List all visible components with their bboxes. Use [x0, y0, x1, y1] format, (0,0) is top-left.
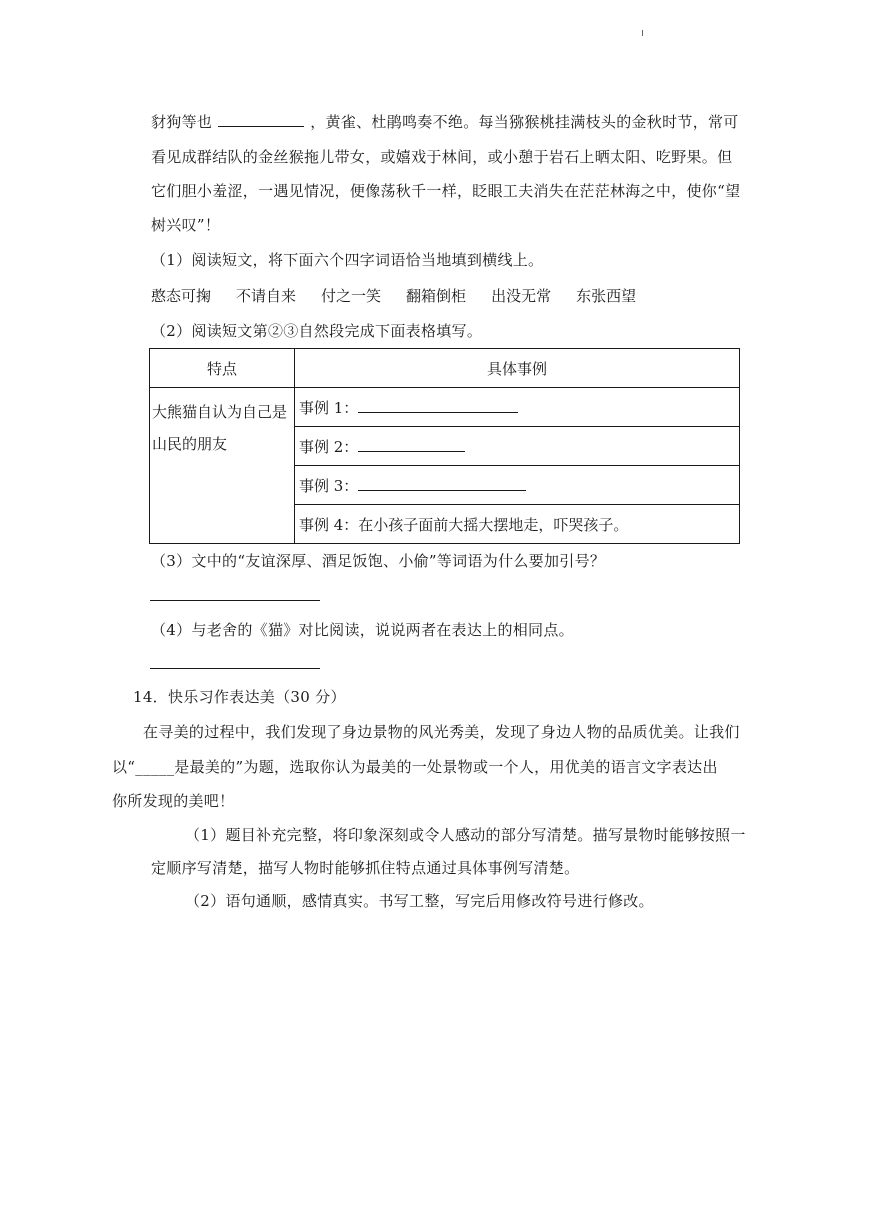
table-header-feature: 特点: [150, 349, 295, 388]
feature-cell: [150, 388, 295, 544]
answer-blank[interactable]: [358, 437, 465, 452]
question-3-prompt: （3）文中的“友谊深厚、酒足饭饱、小偷”等词语为什么要加引号？: [151, 552, 606, 570]
question-14-title: 14．快乐习作表达美（30 分）: [133, 688, 346, 706]
question-4-prompt: （4）与老舍的《猫》对比阅读，说说两者在表达上的相同点。: [151, 621, 574, 639]
question-1-prompt: （1）阅读短文，将下面六个四字词语恰当地填到横线上。: [151, 251, 544, 269]
question-14-intro-1: 在寻美的过程中，我们发现了身边景物的风光秀美，发现了身边人物的品质优美。让我们: [143, 723, 740, 741]
table-header-examples: 具体事例: [295, 349, 740, 388]
passage-line-4: 树兴叹”！: [151, 216, 221, 234]
feature-text: 山民的朋友: [152, 435, 228, 453]
feature-text: 大熊猫自认为自己是: [152, 403, 288, 421]
question-14-requirement-1a: （1）题目补充完整，将印象深刻或令人感动的部分写清楚。描写景物时能够按照一: [185, 826, 746, 844]
example-label: 事例 2：: [299, 437, 359, 456]
question-14-intro-3: 你所发现的美吧！: [112, 792, 235, 810]
answer-blank[interactable]: [358, 476, 526, 491]
example-cell-2: [295, 427, 740, 466]
example-cell-1: [295, 388, 740, 427]
word-item: 翻箱倒柜: [406, 287, 467, 305]
passage-line-1: [151, 112, 739, 132]
question-14-intro-2: 以“_____是最美的”为题，选取你认为最美的一处景物或一个人，用优美的语言文字表达出: [112, 758, 718, 776]
question-14-requirement-2: （2）语句通顺，感情真实。书写工整，写完后用修改符号进行修改。: [185, 892, 654, 910]
passage-line-2: 看见成群结队的金丝猴拖儿带女，或嬉戏于林间，或小憩于岩石上晒太阳、吃野果。但: [151, 148, 733, 166]
page-mark: [642, 30, 643, 36]
fill-table: [149, 348, 740, 544]
example-label: 事例 1：: [299, 398, 359, 417]
question-2-prompt: （2）阅读短文第②③自然段完成下面表格填写。: [151, 322, 483, 340]
word-item: 付之一笑: [321, 287, 382, 305]
question-14-requirement-1b: 定顺序写清楚，描写人物时能够抓住特点通过具体事例写清楚。: [151, 859, 580, 877]
answer-line-3[interactable]: [150, 600, 320, 601]
passage-text: ，黄雀、杜鹃鸣奏不绝。每当猕猴桃挂满枝头的金秋时节，常可: [310, 113, 739, 131]
word-item: 出没无常: [491, 287, 552, 305]
word-item: 东张西望: [576, 287, 637, 305]
word-bank: [151, 286, 661, 306]
example-cell-3: [295, 466, 740, 505]
passage-line-3: 它们胆小羞涩，一遇见情况，便像荡秋千一样，眨眼工夫消失在茫茫林海之中，使你“望: [151, 182, 741, 200]
answer-blank[interactable]: [358, 398, 518, 413]
word-item: 不请自来: [236, 287, 297, 305]
passage-text: 豺狗等也: [151, 113, 213, 131]
example-cell-4: 事例 4：在小孩子面前大摇大摆地走，吓哭孩子。: [295, 505, 740, 544]
fill-blank[interactable]: [218, 112, 304, 127]
word-item: 憨态可掬: [151, 287, 212, 305]
answer-line-4[interactable]: [150, 668, 320, 669]
example-label: 事例 3：: [299, 476, 359, 495]
